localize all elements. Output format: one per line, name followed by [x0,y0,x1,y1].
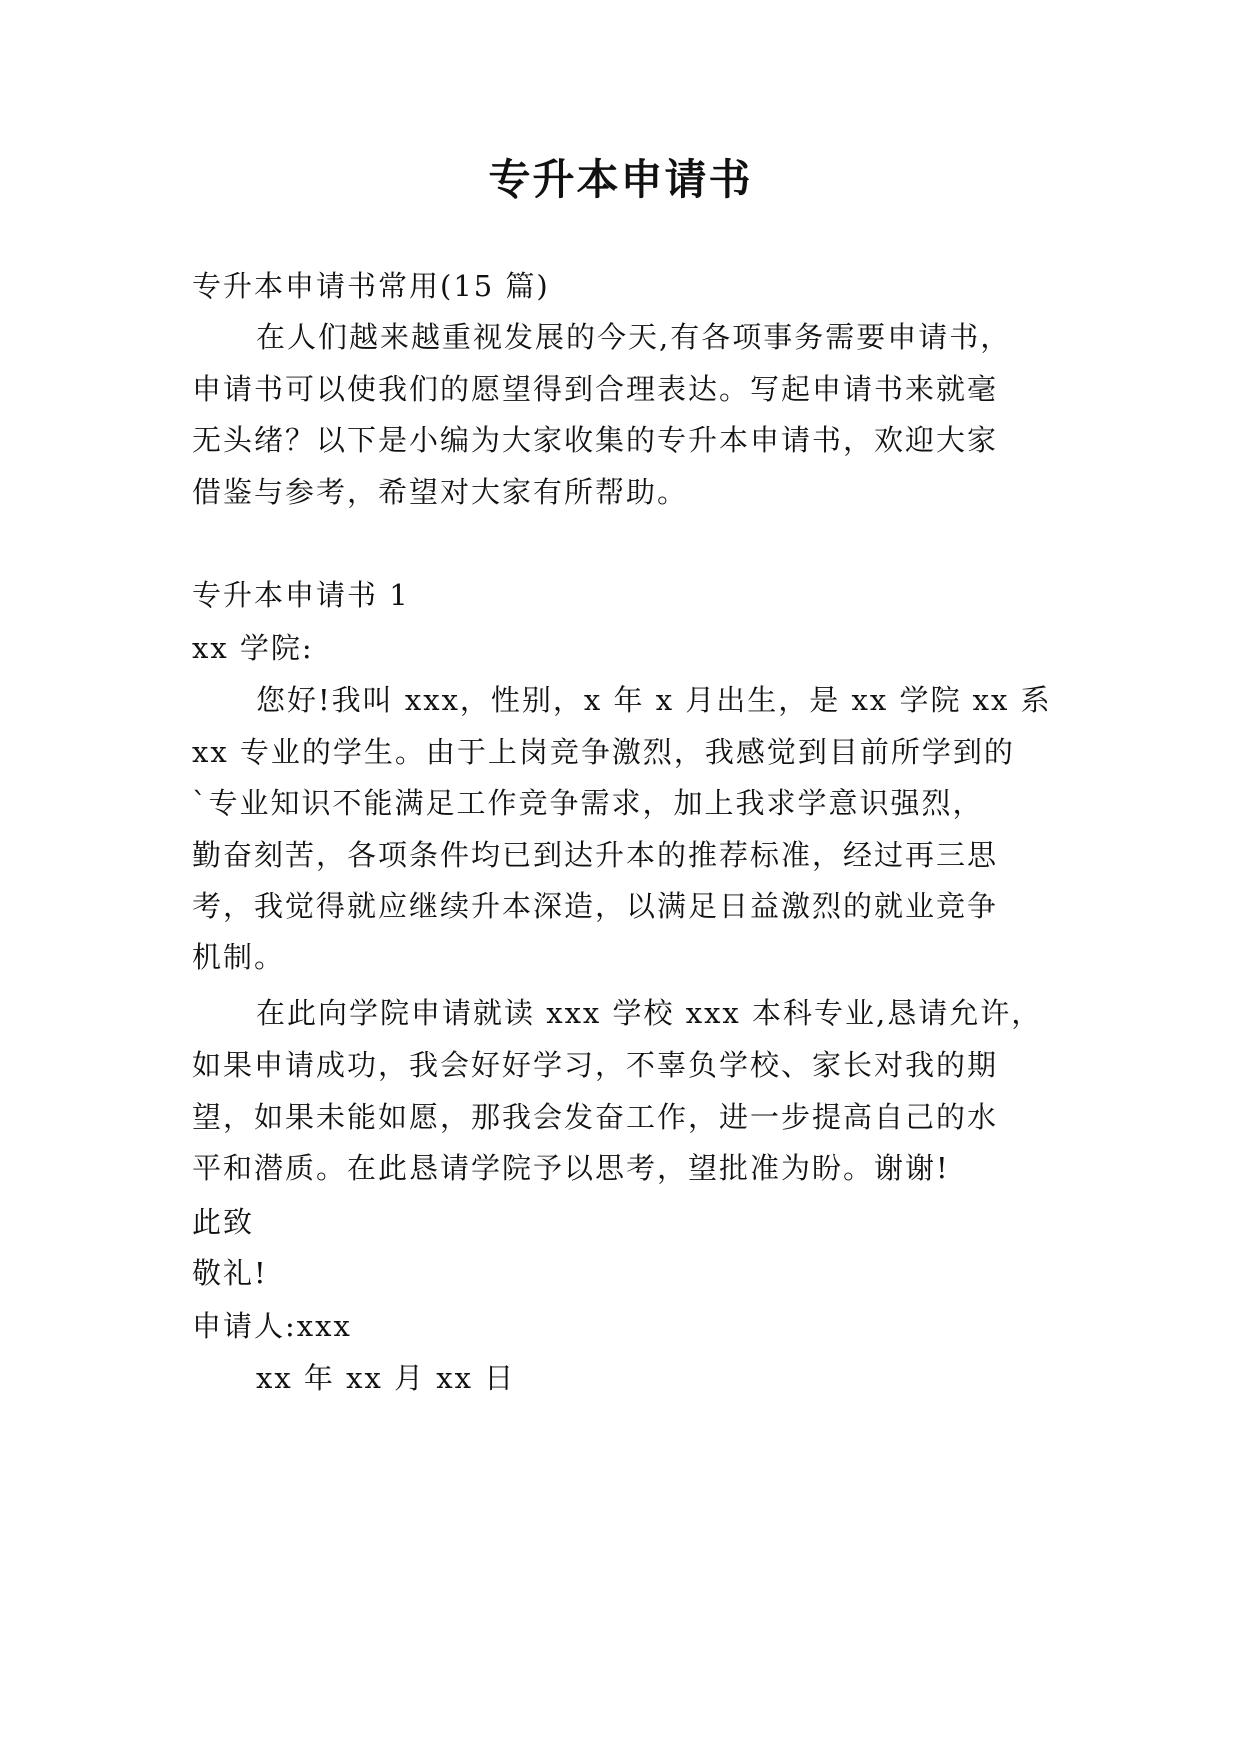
body-line: 如果申请成功，我会好好学习，不辜负学校、家长对我的期 [192,1048,999,1082]
intro-line: 在人们越来越重视发展的今天,有各项事务需要申请书， [256,320,1012,354]
salutation: xx 学院: [192,631,314,665]
body-line: `专业知识不能满足工作竞争需求，加上我求学意识强烈， [192,786,984,820]
body-line: 勤奋刻苦，各项条件均已到达升本的推荐标准，经过再三思 [192,838,999,872]
closing-line: 此致 [192,1205,255,1239]
document-title: 专升本申请书 [488,155,753,204]
body-line: xx 专业的学生。由于上岗竞争激烈，我感觉到目前所学到的 [192,735,1015,769]
section-heading: 专升本申请书 1 [192,578,410,612]
applicant-signature: 申请人:xxx [192,1309,352,1343]
body-line: 望，如果未能如愿，那我会发奋工作，进一步提高自己的水 [192,1100,999,1134]
intro-line: 借鉴与参考，希望对大家有所帮助。 [192,475,689,509]
body-line: 您好!我叫 xxx，性别，x 年 x 月出生，是 xx 学院 xx 系 [256,683,1052,717]
date-line: xx 年 xx 月 xx 日 [256,1361,516,1395]
body-line: 平和潜质。在此恳请学院予以思考，望批准为盼。谢谢! [192,1151,950,1185]
subtitle-line: 专升本申请书常用(15 篇) [192,269,550,303]
intro-line: 申请书可以使我们的愿望得到合理表达。写起申请书来就毫 [192,372,999,406]
body-line: 考，我觉得就应继续升本深造，以满足日益激烈的就业竞争 [192,889,999,923]
closing-line: 敬礼! [192,1256,268,1290]
intro-line: 无头绪？以下是小编为大家收集的专升本申请书，欢迎大家 [192,423,999,457]
body-line: 机制。 [192,940,286,974]
body-line: 在此向学院申请就读 xxx 学校 xxx 本科专业,恳请允许， [256,996,1043,1030]
